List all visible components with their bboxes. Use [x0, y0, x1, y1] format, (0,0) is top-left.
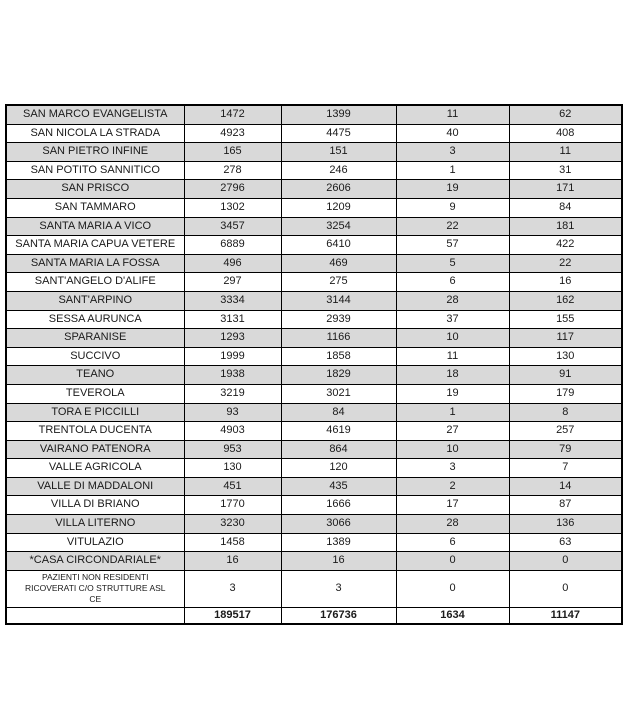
table-row [6, 273, 622, 292]
value-cell: 14 [509, 477, 622, 496]
value-cell: 257 [509, 422, 622, 441]
value-cell: 4475 [281, 124, 396, 143]
table-row [6, 533, 622, 552]
municipality-data-table [5, 104, 623, 625]
value-cell: 408 [509, 124, 622, 143]
value-cell: 11 [396, 347, 509, 366]
value-cell: 4619 [281, 422, 396, 441]
value-cell: 275 [281, 273, 396, 292]
municipality-name-cell: SANTA MARIA A VICO [6, 217, 184, 236]
value-cell: 2796 [184, 180, 281, 199]
table-row [6, 254, 622, 273]
value-cell: 62 [509, 105, 622, 124]
value-cell: 27 [396, 422, 509, 441]
table-row [6, 217, 622, 236]
municipality-name-cell: *CASA CIRCONDARIALE* [6, 552, 184, 571]
value-cell: 6 [396, 533, 509, 552]
value-cell: 22 [396, 217, 509, 236]
table-row [6, 496, 622, 515]
value-cell: 0 [509, 570, 622, 607]
municipality-name-cell: VAIRANO PATENORA [6, 440, 184, 459]
municipality-name-cell: SAN PIETRO INFINE [6, 143, 184, 162]
value-cell: 162 [509, 291, 622, 310]
value-cell: 37 [396, 310, 509, 329]
value-cell: 1829 [281, 366, 396, 385]
value-cell: 4903 [184, 422, 281, 441]
value-cell: 451 [184, 477, 281, 496]
value-cell: 57 [396, 236, 509, 255]
value-cell: 6889 [184, 236, 281, 255]
value-cell: 136 [509, 515, 622, 534]
table-row [6, 198, 622, 217]
value-cell: 8 [509, 403, 622, 422]
value-cell: 1302 [184, 198, 281, 217]
municipality-name-cell: SANTA MARIA CAPUA VETERE [6, 236, 184, 255]
table-row [6, 180, 622, 199]
value-cell: 2 [396, 477, 509, 496]
value-cell: 10 [396, 329, 509, 348]
value-cell: 11 [509, 143, 622, 162]
value-cell: 3457 [184, 217, 281, 236]
totals-value-cell: 176736 [281, 607, 396, 624]
municipality-name-cell: TRENTOLA DUCENTA [6, 422, 184, 441]
value-cell: 3 [396, 143, 509, 162]
value-cell: 1770 [184, 496, 281, 515]
table-row [6, 143, 622, 162]
value-cell: 1166 [281, 329, 396, 348]
table-row [6, 236, 622, 255]
municipality-name-cell: VITULAZIO [6, 533, 184, 552]
table-row [6, 459, 622, 478]
municipality-name-cell: TORA E PICCILLI [6, 403, 184, 422]
totals-empty-cell [6, 607, 184, 624]
table-row [6, 161, 622, 180]
table-row [6, 384, 622, 403]
municipality-name-cell: SAN TAMMARO [6, 198, 184, 217]
municipality-name-cell: SESSA AURUNCA [6, 310, 184, 329]
value-cell: 2606 [281, 180, 396, 199]
value-cell: 18 [396, 366, 509, 385]
table-row [6, 347, 622, 366]
table-row [6, 403, 622, 422]
value-cell: 297 [184, 273, 281, 292]
value-cell: 31 [509, 161, 622, 180]
value-cell: 1293 [184, 329, 281, 348]
value-cell: 1999 [184, 347, 281, 366]
value-cell: 120 [281, 459, 396, 478]
value-cell: 1 [396, 161, 509, 180]
municipality-name-cell: SAN MARCO EVANGELISTA [6, 105, 184, 124]
value-cell: 165 [184, 143, 281, 162]
totals-row [6, 607, 622, 624]
value-cell: 5 [396, 254, 509, 273]
municipality-table-body [6, 105, 622, 624]
value-cell: 1458 [184, 533, 281, 552]
value-cell: 3219 [184, 384, 281, 403]
value-cell: 3144 [281, 291, 396, 310]
table-row [6, 552, 622, 571]
municipality-name-cell: SANT'ARPINO [6, 291, 184, 310]
value-cell: 22 [509, 254, 622, 273]
value-cell: 28 [396, 515, 509, 534]
value-cell: 435 [281, 477, 396, 496]
value-cell: 19 [396, 384, 509, 403]
value-cell: 91 [509, 366, 622, 385]
value-cell: 7 [509, 459, 622, 478]
table-row [6, 440, 622, 459]
value-cell: 3230 [184, 515, 281, 534]
table-row [6, 570, 622, 607]
value-cell: 1472 [184, 105, 281, 124]
value-cell: 0 [509, 552, 622, 571]
totals-value-cell: 189517 [184, 607, 281, 624]
value-cell: 953 [184, 440, 281, 459]
value-cell: 1858 [281, 347, 396, 366]
value-cell: 1399 [281, 105, 396, 124]
value-cell: 469 [281, 254, 396, 273]
municipality-name-cell: VILLA LITERNO [6, 515, 184, 534]
municipality-name-cell: VALLE AGRICOLA [6, 459, 184, 478]
municipality-name-cell: SAN NICOLA LA STRADA [6, 124, 184, 143]
value-cell: 496 [184, 254, 281, 273]
value-cell: 93 [184, 403, 281, 422]
municipality-name-cell: PAZIENTI NON RESIDENTI RICOVERATI C/O STRUTTURE ASL CE [6, 570, 184, 607]
value-cell: 16 [184, 552, 281, 571]
value-cell: 422 [509, 236, 622, 255]
municipality-name-cell: SAN POTITO SANNITICO [6, 161, 184, 180]
value-cell: 9 [396, 198, 509, 217]
value-cell: 16 [281, 552, 396, 571]
value-cell: 17 [396, 496, 509, 515]
value-cell: 1938 [184, 366, 281, 385]
municipality-name-cell: SANT'ANGELO D'ALIFE [6, 273, 184, 292]
value-cell: 10 [396, 440, 509, 459]
value-cell: 3021 [281, 384, 396, 403]
value-cell: 3 [396, 459, 509, 478]
value-cell: 3 [281, 570, 396, 607]
value-cell: 1666 [281, 496, 396, 515]
value-cell: 87 [509, 496, 622, 515]
value-cell: 84 [281, 403, 396, 422]
value-cell: 84 [509, 198, 622, 217]
value-cell: 0 [396, 552, 509, 571]
value-cell: 11 [396, 105, 509, 124]
value-cell: 246 [281, 161, 396, 180]
municipality-name-cell: SAN PRISCO [6, 180, 184, 199]
value-cell: 151 [281, 143, 396, 162]
municipality-name-cell: SPARANISE [6, 329, 184, 348]
value-cell: 117 [509, 329, 622, 348]
value-cell: 3334 [184, 291, 281, 310]
table-row [6, 477, 622, 496]
value-cell: 19 [396, 180, 509, 199]
table-row [6, 515, 622, 534]
value-cell: 79 [509, 440, 622, 459]
municipality-name-cell: VILLA DI BRIANO [6, 496, 184, 515]
table-row [6, 310, 622, 329]
value-cell: 40 [396, 124, 509, 143]
value-cell: 3066 [281, 515, 396, 534]
value-cell: 3 [184, 570, 281, 607]
value-cell: 171 [509, 180, 622, 199]
table-row [6, 422, 622, 441]
municipality-name-cell: SANTA MARIA LA FOSSA [6, 254, 184, 273]
value-cell: 63 [509, 533, 622, 552]
value-cell: 1 [396, 403, 509, 422]
table-row [6, 291, 622, 310]
value-cell: 130 [184, 459, 281, 478]
table-row [6, 329, 622, 348]
value-cell: 3131 [184, 310, 281, 329]
value-cell: 130 [509, 347, 622, 366]
value-cell: 2939 [281, 310, 396, 329]
municipality-name-cell: TEVEROLA [6, 384, 184, 403]
table-row [6, 366, 622, 385]
value-cell: 6410 [281, 236, 396, 255]
value-cell: 179 [509, 384, 622, 403]
value-cell: 1209 [281, 198, 396, 217]
value-cell: 3254 [281, 217, 396, 236]
table-row [6, 124, 622, 143]
totals-value-cell: 11147 [509, 607, 622, 624]
value-cell: 0 [396, 570, 509, 607]
municipality-name-cell: SUCCIVO [6, 347, 184, 366]
municipality-name-cell: VALLE DI MADDALONI [6, 477, 184, 496]
value-cell: 4923 [184, 124, 281, 143]
value-cell: 278 [184, 161, 281, 180]
value-cell: 6 [396, 273, 509, 292]
value-cell: 181 [509, 217, 622, 236]
totals-value-cell: 1634 [396, 607, 509, 624]
value-cell: 155 [509, 310, 622, 329]
table-row [6, 105, 622, 124]
value-cell: 28 [396, 291, 509, 310]
municipality-name-cell: TEANO [6, 366, 184, 385]
value-cell: 16 [509, 273, 622, 292]
value-cell: 864 [281, 440, 396, 459]
value-cell: 1389 [281, 533, 396, 552]
